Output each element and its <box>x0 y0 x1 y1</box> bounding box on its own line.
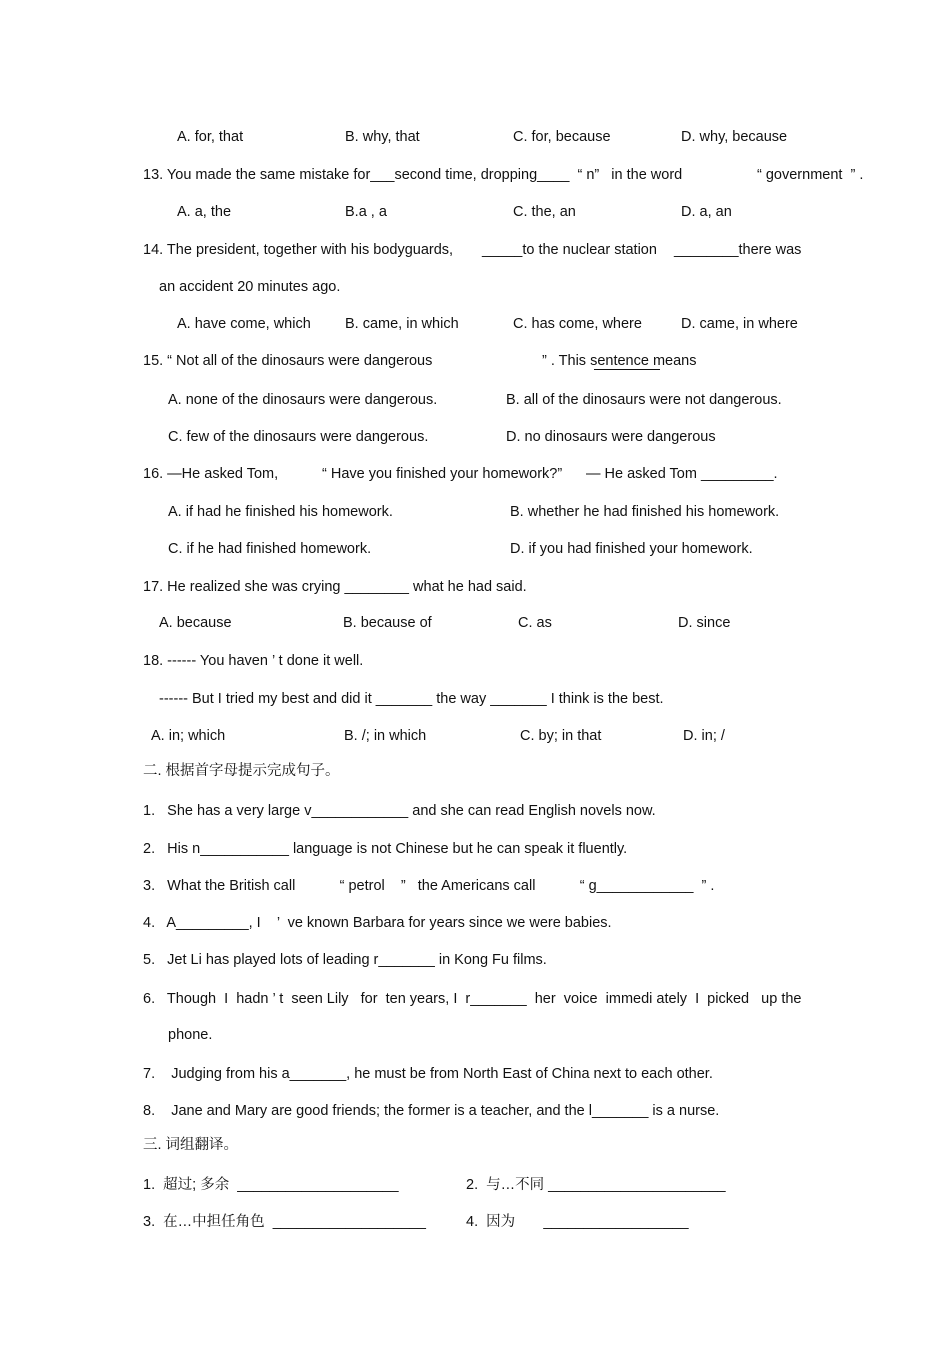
q16-option-b: B. whether he had finished his homework. <box>510 504 780 520</box>
q14-stem-cont: an accident 20 minutes ago. <box>159 279 341 295</box>
s2-item-3: 3. What the British call “ petrol ” the Americans call “ g____________ ” . <box>143 878 715 894</box>
q14-option-a: A. have come, which <box>177 316 311 332</box>
q13-option-d: D. a, an <box>681 204 732 220</box>
q14-option-c: C. has come, where <box>513 316 642 332</box>
q16-stem-end: — He asked Tom _________. <box>586 466 778 482</box>
s3-item-3: 3. 在…中担任角色 ___________________ <box>143 1214 426 1230</box>
q13-option-c: C. the, an <box>513 204 576 220</box>
s3-item-2: 2. 与…不同 ______________________ <box>466 1177 726 1193</box>
q14-stem-mid: _____to the nuclear station <box>482 242 657 258</box>
q14-stem: 14. The president, together with his bodyguards, <box>143 242 454 258</box>
q17-option-c: C. as <box>518 615 552 631</box>
q18-stem-reply: ------ But I tried my best and did it _______ the way _______ I think is the best. <box>159 691 664 707</box>
q14-option-d: D. came, in where <box>681 316 798 332</box>
q15-option-d: D. no dinosaurs were dangerous <box>506 429 716 445</box>
s3-item-1: 1. 超过; 多余 ____________________ <box>143 1177 399 1193</box>
q15-underline <box>594 369 660 370</box>
s2-item-1: 1. She has a very large v____________ and she can read English novels now. <box>143 803 656 819</box>
q18-stem: 18. ------ You haven ’ t done it well. <box>143 653 364 669</box>
q13-stem: 13. You made the same mistake for___second time, dropping____ “ n” in the word <box>143 167 683 183</box>
q12-option-b: B. why, that <box>345 129 420 145</box>
q13-option-b: B.a , a <box>345 204 387 220</box>
s2-item-7: 7. Judging from his a_______, he must be from North East of China next to each other. <box>143 1066 713 1082</box>
q16-stem: 16. —He asked Tom, <box>143 466 279 482</box>
q15-option-a: A. none of the dinosaurs were dangerous. <box>168 392 438 408</box>
q15-stem-end: ” . This sentence means <box>542 353 697 369</box>
q18-option-a: A. in; which <box>151 728 226 744</box>
q15-stem: 15. “ Not all of the dinosaurs were dangerous <box>143 353 433 369</box>
q16-option-c: C. if he had finished homework. <box>168 541 372 557</box>
s2-item-8: 8. Jane and Mary are good friends; the former is a teacher, and the l_______ is a nurse. <box>143 1103 720 1119</box>
q15-option-c: C. few of the dinosaurs were dangerous. <box>168 429 429 445</box>
q14-stem-end: ________there was <box>674 242 802 258</box>
q18-option-d: D. in; / <box>683 728 725 744</box>
q13-stem-end: “ government ” . <box>757 167 864 183</box>
s2-item-5: 5. Jet Li has played lots of leading r_______ in Kong Fu films. <box>143 952 547 968</box>
q16-quote: “ Have you finished your homework?” <box>322 466 563 482</box>
section-3-heading: 三. 词组翻译。 <box>143 1137 239 1153</box>
section-2-heading: 二. 根据首字母提示完成句子。 <box>143 763 340 779</box>
s3-item-4: 4. 因为 __________________ <box>466 1214 689 1230</box>
q12-option-c: C. for, because <box>513 129 611 145</box>
q14-option-b: B. came, in which <box>345 316 459 332</box>
q16-option-a: A. if had he finished his homework. <box>168 504 393 520</box>
q12-option-d: D. why, because <box>681 129 788 145</box>
q17-stem: 17. He realized she was crying ________ what he had said. <box>143 579 527 595</box>
s2-item-6-cont: phone. <box>168 1027 213 1043</box>
s2-item-2: 2. His n___________ language is not Chinese but he can speak it fluently. <box>143 841 628 857</box>
q17-option-b: B. because of <box>343 615 432 631</box>
q13-option-a: A. a, the <box>177 204 232 220</box>
s2-item-6: 6. Though I hadn ’ t seen Lily for ten years, I r_______ her voice immedi ately I picked up the <box>143 991 802 1007</box>
q15-option-b: B. all of the dinosaurs were not dangerous. <box>506 392 782 408</box>
q17-option-a: A. because <box>159 615 232 631</box>
q18-option-b: B. /; in which <box>344 728 427 744</box>
s2-item-4: 4. A_________, I ’ ve known Barbara for years since we were babies. <box>143 915 612 931</box>
q16-option-d: D. if you had finished your homework. <box>510 541 753 557</box>
q17-option-d: D. since <box>678 615 731 631</box>
q18-option-c: C. by; in that <box>520 728 602 744</box>
q12-option-a: A. for, that <box>177 129 244 145</box>
